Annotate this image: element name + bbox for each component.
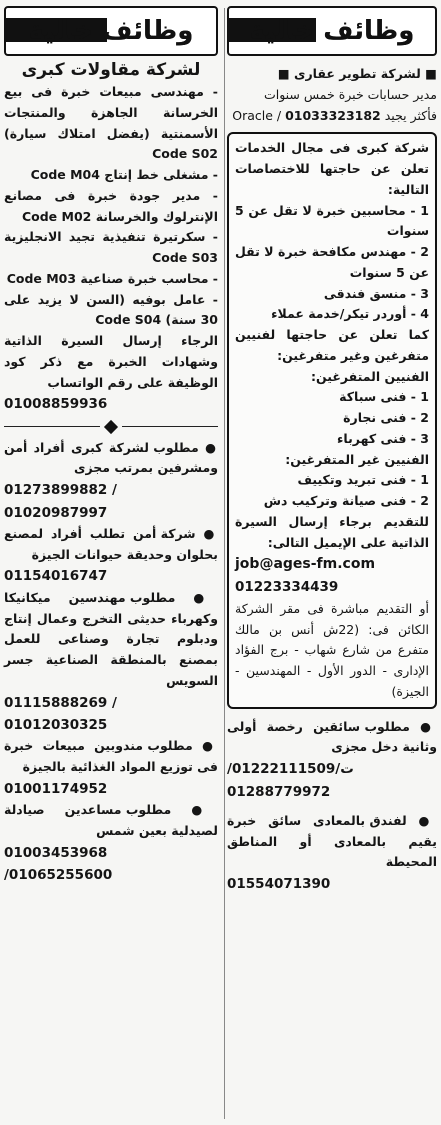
ad-text: مطلوب سائقين رخصة أولى وثانية دخل مجزى: [227, 718, 437, 755]
list-item: 2 - فنى صيانة وتركيب دش: [263, 493, 429, 508]
ad-text: شركة أمن تطلب أفراد لمصنع بحلوان وحديقة حيوانات الجيزة: [4, 525, 218, 562]
header-title: وظائف خالية: [28, 16, 194, 46]
header-title: وظائف خالية: [249, 16, 415, 46]
bullet-icon: ●: [195, 525, 219, 541]
list-item: 4 - أوردر تيكر/خدمة عملاء: [271, 306, 429, 322]
ad-intro: شركة كبرى فى مجال الخدمات تعلن عن حاجتها للاختصاصات التالية:: [235, 140, 429, 197]
bullet-icon: ●: [192, 738, 219, 754]
separator: [4, 422, 218, 432]
ad-line: مدير حسابات خبرة خمس سنوات: [263, 86, 437, 102]
ad-line: فأكثر يجيد Oracle /: [232, 107, 437, 123]
list-item: 1 - محاسبين خبرة لا تقل عن 5 سنوات: [235, 202, 429, 239]
email-address[interactable]: job@ages-fm.com: [235, 556, 376, 573]
phone-number: 01223334439: [235, 579, 339, 596]
bullet-icon: ●: [406, 812, 437, 828]
apply-text: للتقديم برجاء إرسال السيرة الذاتية على الإيميل التالى:: [235, 513, 429, 550]
list-item: - مدير جودة خبرة فى مصانع الإنترلوك والخرسانة Code M02: [4, 187, 218, 224]
phone-number: 01001174952: [4, 780, 108, 797]
phone-number: 01115888269 / 01012030325: [4, 694, 117, 734]
phone-number: ت/01222111509/ 01288779972: [227, 761, 354, 800]
right-column: [227, 6, 437, 1119]
column-divider: [224, 8, 225, 1119]
list-item: 1 - فنى تبريد وتكييف: [297, 472, 429, 488]
sub-heading: الفنيين المتفرغين:: [310, 368, 429, 384]
ad-engineers: [4, 588, 218, 737]
sub-heading: الفنيين غير المتفرغين:: [285, 451, 429, 467]
phone-number: 01554071390: [227, 876, 331, 893]
ad-text: مطلوب لشركة كبرى أفراد أمن ومشرفين بمرتب مجزى: [4, 439, 218, 476]
column-header: [227, 6, 437, 56]
ad-real-estate: ■ لشركة تطوير عقارى ■ مدير حسابات خبرة خمس سنوات فأكثر يجيد Oracle / 01033323182: [227, 64, 437, 126]
bullet-icon: ●: [175, 589, 218, 605]
list-item: 1 - فنى سباكة: [339, 389, 429, 405]
phone-number: 01033323182: [285, 107, 381, 123]
ad-drivers: [227, 717, 437, 803]
address-text: أو التقديم مباشرة فى مقر الشركة الكائن فى: (22ش أنس بن مالك متفرع من شارع شهاب - برج الفؤاد الإدارى - الدور الأول - المهندسين - الجيزة): [235, 600, 429, 699]
list-item: - عامل بوفيه (السن لا يزيد على 30 سنة) Code S04: [4, 291, 218, 328]
list-item: - مشغلى خط إنتاج Code M04: [30, 167, 218, 182]
ad-hotel-driver: [227, 811, 437, 896]
diamond-icon: [104, 420, 118, 434]
apply-text: الرجاء إرسال السيرة الذاتية وشهادات الخبرة مع ذكر كود الوظيفة على رقم الواتساب: [4, 333, 218, 390]
list-item: - محاسب خبرة صناعية Code M03: [6, 270, 218, 286]
phone-number: 01003453968 /01065255600: [4, 844, 113, 884]
phone-number: 01273899882 / 01020987997: [4, 482, 117, 521]
list-item: - سكرتيرة تنفيذية تجيد الانجليزية Code S03: [4, 229, 218, 265]
list-item: 2 - فنى نجارة: [343, 410, 429, 425]
left-column: [4, 6, 218, 1119]
ad-text: مطلوب مهندسين ميكانيكا وكهرباء حديثى التخرج وعمال إنتاج ودبلوم تجارة وصناعى للعمل بمصنع بالمنطقة الصناعية جسر السويس: [4, 589, 218, 688]
ad-text: مطلوب مندوبين مبيعات خبرة فى توزيع المواد الغذائية بالجيزة: [4, 738, 218, 775]
ad-text: مطلوب مساعدين صيادلة لصيدلية بعين شمس: [4, 802, 218, 839]
list-item: - مهندسى مبيعات خبرة فى بيع الخرسانة الجاهزة والمنتجات الأسمنتية (يفضل امتلاك سيارة) Code S02: [4, 84, 218, 162]
ad-security-guards: [4, 438, 218, 524]
phone-number: 01154016747: [4, 568, 108, 585]
whatsapp-number: 01008859936: [4, 396, 108, 413]
list-item: 3 - فنى كهرباء: [337, 430, 429, 446]
ad-sales-reps: [4, 736, 218, 800]
list-item: 3 - منسق فندقى: [323, 285, 429, 301]
ad-text: كما تعلن عن حاجتها لفنيين متفرغين وغير متفرغين:: [235, 327, 429, 363]
ad-text: لفندق بالمعادى سائق خبرة يقيم بالمعادى أو المناطق المحيطة: [227, 812, 437, 870]
column-header: [4, 6, 218, 56]
ad-pharmacy: [4, 800, 218, 886]
bullet-icon: ●: [171, 802, 218, 818]
company-title: لشركة مقاولات كبرى: [21, 60, 201, 80]
ad-security-company: [4, 524, 218, 588]
bullet-icon: ●: [198, 439, 218, 455]
ad-services-company: [227, 132, 437, 708]
ad-contracting-company: [4, 82, 218, 416]
list-item: 2 - مهندس مكافحة خبرة لا تقل عن 5 سنوات: [235, 244, 429, 280]
bullet-icon: ●: [409, 718, 438, 734]
ad-company: لشركة تطوير عقارى: [294, 66, 421, 81]
